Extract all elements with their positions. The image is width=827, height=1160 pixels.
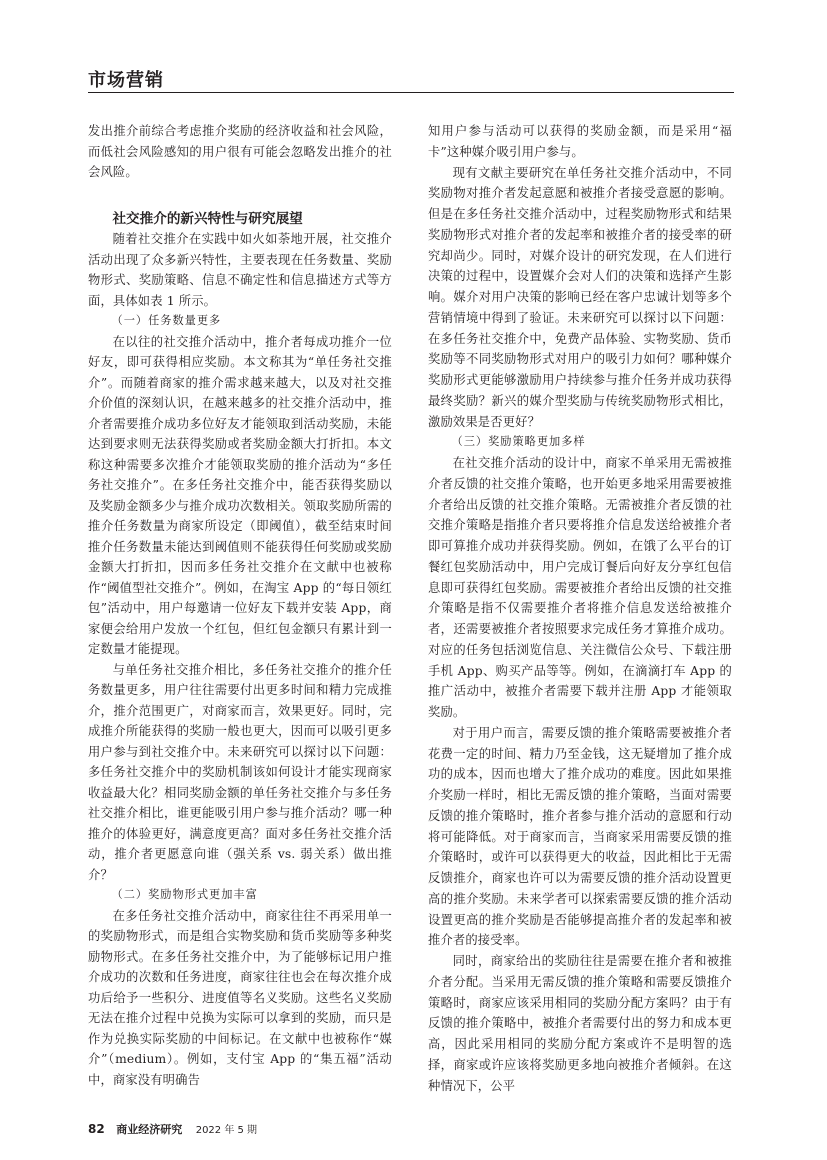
page-number: 82 (88, 1122, 105, 1136)
subsection-heading: （一）任务数量更多 (111, 314, 222, 327)
paragraph: 知用户参与活动可以获得的奖励金额，而是采用“福卡”这种媒介吸引用户参与。 (428, 124, 732, 159)
page-footer (88, 1121, 257, 1137)
paragraph: 对于用户而言，需要反馈的推介策略需要被推介者花费一定的时间、精力乃至金钱，这无疑增加了推介成功的成本，因而也增大了推介成功的难度。因此如果推介奖励一样时，相比无需反馈的推介策略，当面对需要反馈的推介策略时，推介者参与推介活动的意愿和行动将可能降低。对于商家而言，当商家采用需要反馈的推介策略时，或许可以获得更大的收益，因此相比于无需反馈推介，商家也许可以为需要反馈的推介活动设置更高的推介奖励。未来学者可以探索需要反馈的推介活动设置更高的推介奖励是否能够提高推介者的发起率和被推介者的接受率。 (428, 725, 732, 948)
paragraph: 在多任务社交推介活动中，商家往往不再采用单一的奖励物形式，而是组合实物奖励和货币奖励等多种奖励物形式。在多任务社交推介中，为了能够标记用户推介成功的次数和任务进度，商家往往也会在每次推介成功后给予一些积分、进度值等名义奖励。这些名义奖励无法在推介过程中兑换为实际可以拿到的奖励，而只是作为兑换实际奖励的中间标记。在文献中也被称作“媒介”（medium）。例如，支付宝 App 的“集五福”活动中，商家没有明确告 (88, 908, 392, 1087)
journal-name: 商业经济研究 (116, 1123, 183, 1136)
left-column (88, 121, 392, 1090)
section-title: 市场营销 (88, 70, 164, 91)
paragraph: 在以往的社交推介活动中，推介者每成功推介一位好友，即可获得相应奖励。本文称其为“单任务社交推介”。而随着商家的推介需求越来越大，以及对社交推介价值的深刻认识，在越来越多的社交推介活动中，推介者需要推介成功多位好友才能领取到活动奖励，未能达到要求则无法获得奖励或者奖励金额大打折扣。本文称这种需要多次推介才能领取奖励的推介活动为“多任务社交推介”。在多任务社交推介中，能否获得奖励以及奖励金额多少与推介成功次数相关。领取奖励所需的推介任务数量为商家所设定（即阈值），截至结束时间推介任务数量未能达到阈值则不能获得任何奖励或奖励金额大打折扣，因而多任务社交推介在文献中也被称作“阈值型社交推介”。例如，在淘宝 App 的“每日领红包”活动中，用户每邀请一位好友下载并安装 App，商家便会给用户发放一个红包，但红包金额只有累计到一定数量才能提现。 (88, 334, 392, 656)
issue-label: 2022 年 5 期 (195, 1125, 258, 1136)
paragraph: 现有文献主要研究在单任务社交推介活动中，不同奖励物对推介者发起意愿和被推介者接受意愿的影响。但是在多任务社交推介活动中，过程奖励物形式和结果奖励物形式对推介者的发起率和被推介者的接受率的研究却尚少。同时，对媒介设计的研究发现，在人们进行决策的过程中，设置媒介会对人们的决策和选择产生影响。媒介对用户决策的影响已经在客户忠诚计划等多个营销情境中得到了验证。未来研究可以探讨以下问题：在多任务社交推介中，免费产品体验、实物奖励、货币奖励等不同奖励物形式对用户的吸引力如何？哪种媒介奖励形式更能够激励用户持续参与推介任务并成功获得最终奖励？新兴的媒介型奖励与传统奖励物形式相比，激励效果是否更好？ (428, 165, 732, 429)
header-rule (88, 92, 734, 93)
paragraph: 发出推介前综合考虑推介奖励的经济收益和社会风险，而低社会风险感知的用户很有可能会忽略发出推介的社会风险。 (88, 124, 392, 179)
paragraph: 与单任务社交推介相比，多任务社交推介的推介任务数量更多，用户往往需要付出更多时间和精力完成推介，推介范围更广，对商家而言，效果更好。同时，完成推介所能获得的奖励一般也更大，因而可以吸引更多用户参与到社交推介中。未来研究可以探讨以下问题：多任务社交推介中的奖励机制该如何设计才能实现商家收益最大化？相同奖励金额的单任务社交推介与多任务社交推介相比，谁更能吸引用户参与推介活动？哪一种推介的体验更好，满意度更高？面对多任务社交推介活动，推介者更愿意向谁（强关系 vs. 弱关系）做出推介？ (88, 662, 392, 882)
subsection-heading: （三）奖励策略更加多样 (451, 435, 586, 449)
subsection-heading: （二）奖励物形式更加丰富 (111, 888, 258, 901)
paragraph: 随着社交推介在实践中如火如荼地开展，社交推介活动出现了众多新兴特性，主要表现在任务数量、奖励物形式、奖励策略、信息不确定性和信息描述方式等方面，具体如表 1 所示。 (88, 232, 392, 308)
paragraph: 同时，商家给出的奖励往往是需要在推介者和被推介者分配。当采用无需反馈的推介策略和需要反馈推介策略时，商家应该采用相同的奖励分配方案吗？由于有反馈的推介策略中，被推介者需要付出的努力和成本更高，因此采用相同的奖励分配方案或许不是明智的选择，商家或许应该将奖励更多地向被推介者倾斜。在这种情况下，公平 (428, 954, 732, 1093)
right-column (428, 121, 732, 1096)
section-heading: 社交推介的新兴特性与研究展望 (112, 210, 303, 227)
paragraph: 在社交推介活动的设计中，商家不单采用无需被推介者反馈的社交推介策略，也开始更多地采用需要被推介者给出反馈的社交推介策略。无需被推介者反馈的社交推介策略是指推介者只要将推介信息发送给被推介者即可算推介成功并获得奖励。例如，在饿了么平台的订餐红包奖励活动中，用户完成订餐后向好友分享红包信息即可获得红包奖励。需要被推介者给出反馈的社交推介策略是指不仅需要推介者将推介信息发送给被推介者，还需要被推介者按照要求完成任务才算推介成功。对应的任务包括浏览信息、关注微信公众号、下载注册手机 App、购买产品等等。例如，在滴滴打车 App 的推广活动中，被推介者需要下载并注册 App 才能领取奖励。 (428, 456, 732, 719)
